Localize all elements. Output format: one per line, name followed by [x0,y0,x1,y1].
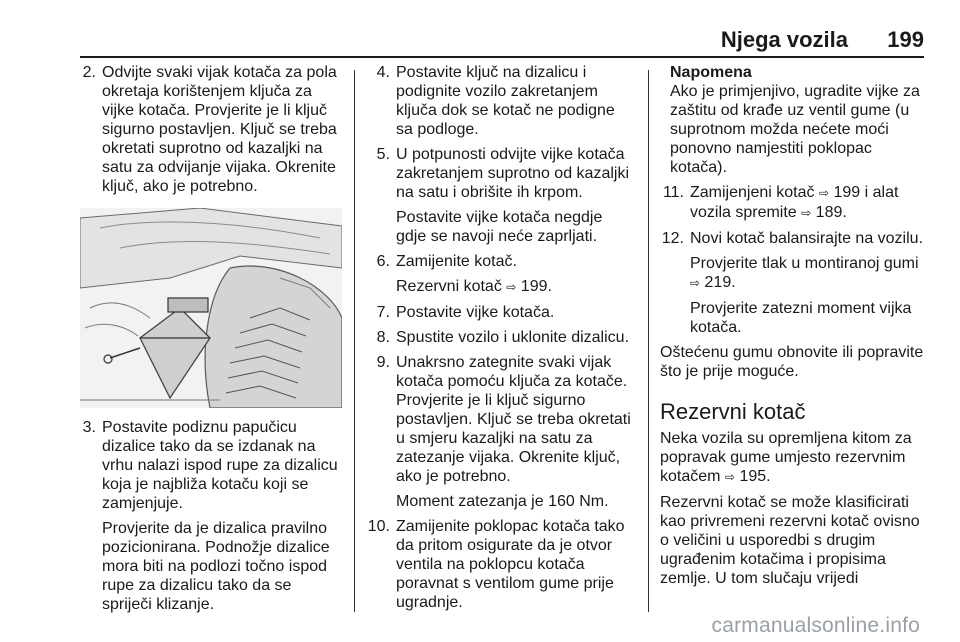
step-number: 10. [367,518,390,535]
step-number: 9. [376,354,390,371]
cross-reference-link[interactable]: 189. [815,204,847,221]
spare-wheel-paragraph-1 [660,429,928,487]
cross-reference-link[interactable]: 195. [739,468,771,485]
cross-reference-link[interactable]: 219. [704,274,736,291]
header-rule [80,56,924,58]
page-title: Njega vozila [720,27,848,52]
step-number: 4. [376,64,390,81]
step-6 [366,252,636,297]
step-subtext: Moment zatezanja je 160 Nm. [396,493,609,510]
note-text: Ako je primjenjivo, ugradite vijke za zaštitu od krađe uz ventil gume (u suprotnom možda nećete moći ponovno namjestiti poklopac kotača). [670,83,920,176]
page-header [0,0,960,60]
step-subtext [690,254,928,293]
step-8 [366,328,636,347]
page-number: 199 [887,27,924,52]
step-subtext: Provjerite zatezni moment vijka kotača. [690,300,912,336]
step-2 [80,63,342,196]
step-text [690,183,928,223]
step-subtext: Provjerite da je dizalica pravilno pozicionirana. Podnožje dizalice mora biti na podlozi točno ispod rupe za dizalicu tako da se spriječi klizanje. [102,520,330,613]
column-divider-1 [354,70,355,612]
jack-drawing [80,208,342,408]
paragraph-text: Neka vozila su opremljena kitom za popravak gume umjesto rezervnim kotačem [660,430,912,485]
column-3 [660,63,928,594]
step-5 [366,145,636,246]
step-4 [366,63,636,139]
step-text: Zamijenite kotač. [396,253,517,270]
reference-arrow-icon: ⇨ [506,280,517,294]
jack-illustration [80,208,342,408]
section-heading: Rezervni kotač [660,399,806,424]
step-number: 7. [376,304,390,321]
cross-reference-text: Rezervni kotač [396,278,502,295]
step-text: Postavite ključ na dizalicu i podignite vozilo zakretanjem ključa dok se kotač ne podigne sa podloge. [396,64,615,138]
damaged-tire-paragraph: Oštećenu gumu obnovite ili popravite što je prije moguće. [660,344,924,380]
reference-arrow-icon: ⇨ [690,276,701,290]
step-number: 5. [376,146,390,163]
watermark: carmanualsonline.info [711,614,920,637]
step-text: Zamijenite poklopac kotača tako da pritom osigurate da je otvor ventila na poklopcu kotača poravnat s ventilom gume prije ugradnje. [396,518,625,611]
step-10 [366,517,636,612]
cross-reference-link[interactable]: 199. [520,278,552,295]
step-subtext-part: Provjerite tlak u montiranoj gumi [690,255,919,272]
step-text: Postavite vijke kotača. [396,304,555,321]
step-11 [660,183,928,223]
step-text: Spustite vozilo i uklonite dizalicu. [396,329,630,346]
step-text: Novi kotač balansirajte na vozilu. [690,230,924,247]
step-number: 6. [376,253,390,270]
cross-reference-link[interactable]: 199 i alat vozila spremite [690,184,899,221]
step-text: Unakrsno zategnite svaki vijak kotača pomoću ključa za kotače. Provjerite je li ključ sigurno postavljen. Ključ se treba okretati u smjeru kazaljki na satu za zatezanje vijaka. Okrenite ključ, ako je potrebno. [396,354,631,485]
step-subtext: Postavite vijke kotača negdje gdje se navoji neće zaprljati. [396,209,603,245]
step-7 [366,303,636,322]
column-1 [80,63,342,620]
reference-arrow-icon: ⇨ [724,470,735,484]
step-text: U potpunosti odvijte vijke kotača zakretanjem suprotno od kazaljki na satu i obrišite ih krpom. [396,146,630,201]
step-9 [366,353,636,511]
note-title: Napomena [670,64,752,81]
step-text: Odvijte svaki vijak kotača za pola okretaja korištenjem ključa za vijke kotača. Provjerite je li ključ sigurno postavljen. Ključ se treba okretati suprotno od kazaljki na satu za odvijanje vijaka. Okrenite ključ, ako je potrebno. [102,64,337,195]
spare-wheel-paragraph-2: Rezervni kotač se može klasificirati kao privremeni rezervni kotač ovisno o veličini u usporedbi s drugim ugrađenim kotačima i propisima zemlje. U tom slučaju vrijedi [660,494,920,587]
step-number: 2. [82,64,96,81]
step-subtext [396,277,636,297]
step-12 [660,229,928,337]
step-number: 8. [376,329,390,346]
step-text-part: Zamijenjeni kotač [690,184,815,201]
step-3 [80,418,342,614]
column-divider-2 [648,70,649,612]
step-number: 12. [661,230,684,247]
reference-arrow-icon: ⇨ [818,186,830,200]
reference-arrow-icon: ⇨ [801,206,812,220]
step-number: 11. [662,184,684,201]
step-number: 3. [82,419,96,436]
step-text: Postavite podiznu papučicu dizalice tako da se izdanak na vrhu nalazi ispod rupe za dizalicu koja je najbliža kotaču koji se zamjenjuje. [102,419,338,512]
column-2 [366,63,636,618]
note-box [660,63,928,177]
